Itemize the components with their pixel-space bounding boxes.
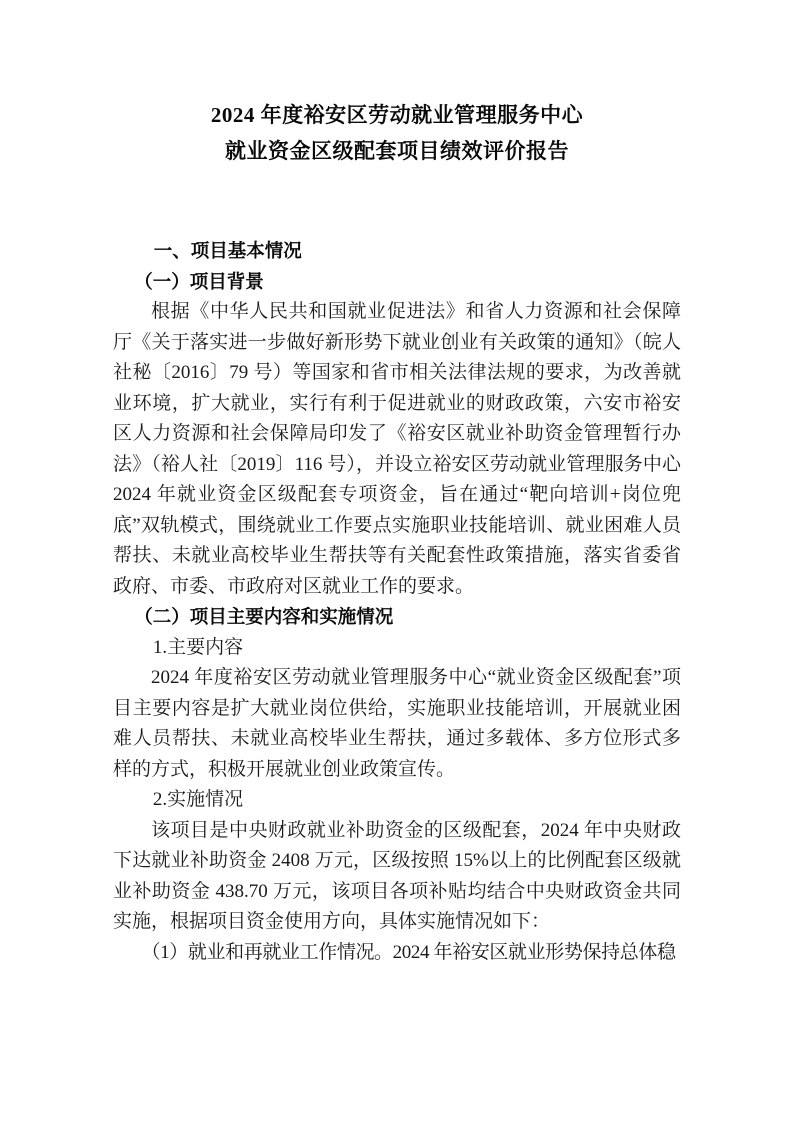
list-heading-implementation: 2.实施情况 bbox=[152, 789, 244, 810]
document-title-line-1: 2024 年度裕安区劳动就业管理服务中心 bbox=[210, 103, 584, 127]
paragraph-implementation: 该项目是中央财政就业补助资金的区级配套，2024 年中央财政下达就业补助资金 2408 万元，区级按照 15%以上的比例配套区级就业补助资金 438.70 万元，该项目各项补贴均结合中央财政资金共同实施，根据项目资金使用方向，具体实施情况如下： bbox=[113, 819, 681, 932]
subsection-heading-background: （一）项目背景 bbox=[134, 270, 264, 292]
list-heading-main-content: 1.主要内容 bbox=[152, 636, 244, 658]
document-title-line-2: 就业资金区级配套项目绩效评价报告 bbox=[225, 139, 569, 163]
document-title bbox=[113, 97, 681, 169]
paragraph-main-content: 2024 年度裕安区劳动就业管理服务中心“就业资金区级配套”项目主要内容是扩大就业岗位供给，实施职业技能培训，开展就业困难人员帮扶、未就业高校毕业生帮扶，通过多载体、多方位形式多样的方式，积极开展就业创业政策宣传。 bbox=[113, 667, 681, 780]
section-heading-basic-info: 一、项目基本情况 bbox=[153, 240, 302, 261]
document-content bbox=[113, 236, 681, 968]
paragraph-background: 根据《中华人民共和国就业促进法》和省人力资源和社会保障厅《关于落实进一步做好新形势下就业创业有关政策的通知》（皖人社秘〔2016〕79 号）等国家和省市相关法律法规的要求，为改善就业环境，扩大就业，实行有利于促进就业的财政政策，六安市裕安区人力资源和社会保障局印发了《裕安区就业补助资金管理暂行办法》（裕人社〔2019〕116 号），并设立裕安区劳动就业管理服务中心 2024 年就业资金区级配套专项资金，旨在通过“靶向培训+岗位兜底”双轨模式，围绕就业工作要点实施职业技能培训、就业困难人员帮扶、未就业高校毕业生帮扶等有关配套性政策措施，落实省委省政府、市委、市政府对区就业工作的要求。 bbox=[113, 301, 681, 597]
subsection-heading-content-implementation: （二）项目主要内容和实施情况 bbox=[134, 606, 394, 627]
paragraph-employment-status: （1）就业和再就业工作情况。2024 年裕安区就业形势保持总体稳 bbox=[141, 941, 676, 963]
